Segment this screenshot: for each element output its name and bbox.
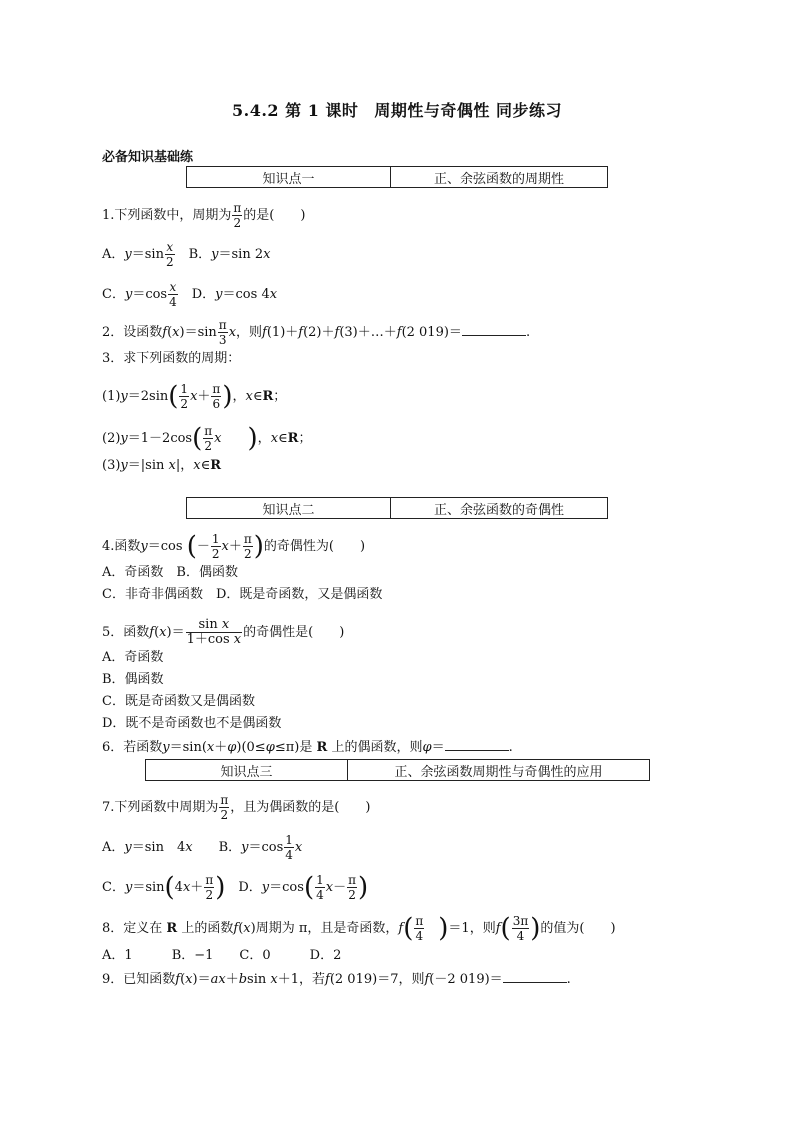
kp-topic: 正、余弦函数周期性与奇偶性的应用 — [348, 760, 650, 781]
question-7: 7.下列函数中周期为 $\frac{\pi}{2}$ ，且为偶函数的是( ) — [102, 793, 371, 822]
kp-topic: 正、余弦函数的周期性 — [391, 167, 608, 188]
q8-options: A．1 B．−1 C．0 D．2 — [102, 948, 342, 963]
q7-options-ab: A．y＝sin 4x B．y＝cos $\frac{1}{4}$ x — [102, 833, 303, 862]
knowledge-point-3-table — [145, 759, 650, 781]
q3-part-3: (3)y＝|sin x|，x∈R — [102, 458, 222, 473]
kp-name: 知识点三 — [146, 760, 348, 781]
q5-option-d: D．既不是奇函数也不是偶函数 — [102, 716, 282, 731]
question-9: 9．已知函数f(x)＝ax＋bsin x＋1，若f(2 019)＝7，则f(－2 019)＝ . — [102, 972, 571, 987]
section-label: 必备知识基础练 — [102, 150, 194, 165]
page-title: 5.4.2 第 1 课时 周期性与奇偶性 同步练习 — [232, 101, 562, 120]
question-3: 3．求下列函数的周期： — [102, 351, 241, 366]
kp-name: 知识点二 — [187, 498, 391, 519]
q3-part-2: (2)y＝1－2cos( $\frac{\pi}{2}$ x )，x∈R； — [102, 423, 312, 454]
knowledge-point-2-table — [186, 497, 608, 519]
answer-blank[interactable] — [462, 323, 526, 336]
q5-option-c: C．既是奇函数又是偶函数 — [102, 694, 255, 709]
q5-option-b: B．偶函数 — [102, 672, 164, 687]
q4-options-cd: C．非奇非偶函数 D．既是奇函数，又是偶函数 — [102, 587, 383, 602]
q1-options-cd: C．y＝cos $\frac{x}{4}$ D．y＝cos 4x — [102, 280, 278, 309]
question-5: 5．函数f(x)＝ $\frac{\text{sin x}}{\text{1＋cos x}}$ 的奇偶性是( ) — [102, 617, 345, 647]
question-8: 8．定义在 R 上的函数f(x)周期为 π，且是奇函数，f( $\frac{\pi}{4}$ )＝1，则f( $\frac{3\pi}{4}$ )的值为( ) — [102, 913, 616, 944]
q1-options-ab: A．y＝sin $\frac{x}{2}$ B．y＝sin 2x — [102, 240, 271, 269]
knowledge-point-1-table — [186, 166, 608, 188]
q4-options-ab: A．奇函数 B．偶函数 — [102, 565, 238, 580]
question-4: 4.函数y＝cos (－ $\frac{1}{2}$ x＋ $\frac{\pi}{2}$ )的奇偶性为( ) — [102, 531, 366, 562]
q7-options-cd: C．y＝sin(4x＋ $\frac{\pi}{2}$ ) D．y＝cos( $\frac{1}{4}$ x－ $\frac{\pi}{2}$ ) — [102, 872, 369, 903]
q3-part-1: (1)y＝2sin( $\frac{1}{2}$ x＋ $\frac{\pi}{6}$ )，x∈R； — [102, 381, 287, 412]
q5-option-a: A．奇函数 — [102, 650, 164, 665]
question-2: 2．设函数f(x)＝sin $\frac{\pi}{3}$ x，则f(1)＋f(2)＋f(3)＋…＋f(2 019)＝ . — [102, 318, 531, 347]
question-6: 6．若函数y＝sin(x＋φ)(0≤φ≤π)是 R 上的偶函数，则φ＝ . — [102, 740, 513, 755]
question-1: 1.下列函数中，周期为 $\frac{\pi}{2}$ 的是( ) — [102, 201, 306, 230]
kp-topic: 正、余弦函数的奇偶性 — [391, 498, 608, 519]
answer-blank[interactable] — [503, 970, 567, 983]
answer-blank[interactable] — [445, 738, 509, 751]
kp-name: 知识点一 — [187, 167, 391, 188]
